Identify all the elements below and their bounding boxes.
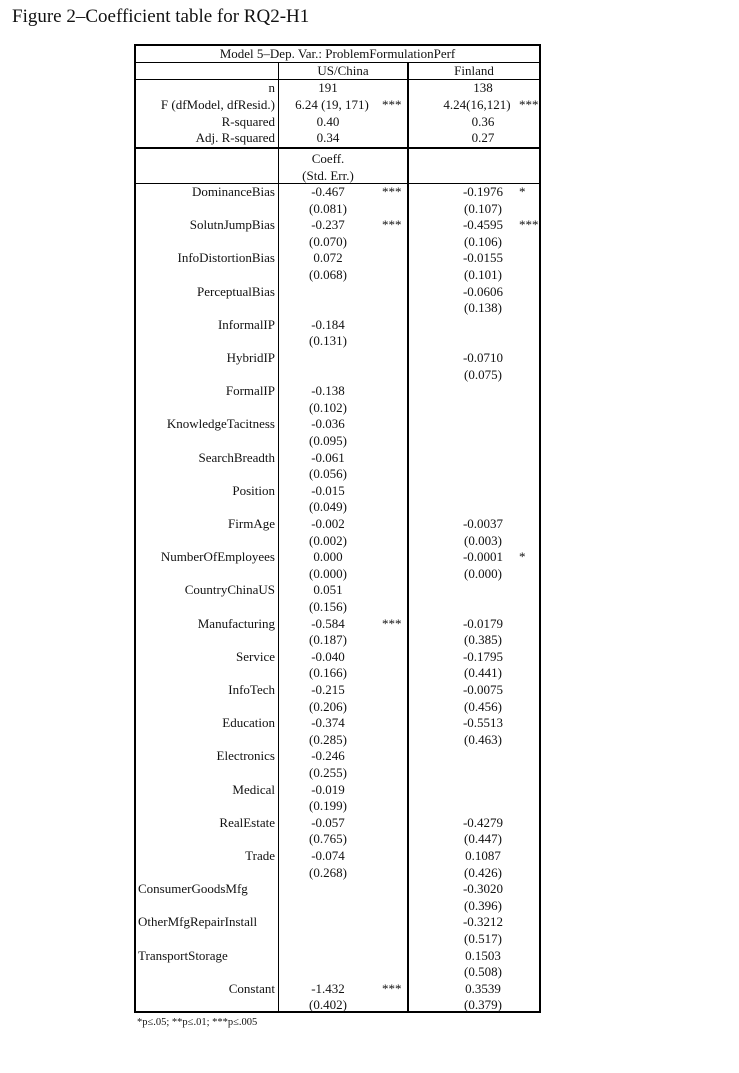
row-label: Constant bbox=[228, 980, 275, 996]
coef-us-china: -0.019 bbox=[311, 781, 345, 797]
row-label: NumberOfEmployees bbox=[160, 549, 275, 565]
coef-finland: -0.3020 bbox=[462, 881, 504, 897]
stderr-us-china: (0.285) bbox=[309, 731, 347, 747]
stat-value-us-china: 0.40 bbox=[316, 114, 340, 129]
stderr-us-china: (0.765) bbox=[309, 831, 347, 847]
stderr-us-china: (0.268) bbox=[309, 864, 347, 880]
coef-finland: 0.3539 bbox=[465, 980, 501, 996]
coef-finland: -0.4279 bbox=[462, 814, 504, 830]
stderr-finland: (0.138) bbox=[464, 300, 502, 316]
coef-finland: 0.1087 bbox=[465, 848, 501, 863]
stderr-us-china: (0.131) bbox=[309, 333, 347, 349]
row-label: Trade bbox=[245, 848, 275, 863]
stat-value-finland: 138 bbox=[473, 80, 493, 95]
stderr-finland: (0.396) bbox=[464, 897, 502, 913]
coef-finland: -0.1976 bbox=[462, 184, 504, 199]
coef-stars-finland: * bbox=[519, 184, 526, 199]
coef-us-china: -0.015 bbox=[311, 482, 345, 498]
column-divider-label bbox=[278, 62, 279, 1011]
stderr-finland: (0.517) bbox=[464, 931, 502, 946]
coef-stars-finland: *** bbox=[519, 217, 539, 233]
row-label: FormalIP bbox=[225, 383, 275, 399]
row-label: Electronics bbox=[216, 748, 275, 764]
stderr-us-china: (0.199) bbox=[309, 798, 347, 814]
row-label: InfoDistortionBias bbox=[177, 250, 275, 266]
coef-us-china: -0.467 bbox=[311, 184, 345, 199]
coef-us-china: -0.040 bbox=[311, 648, 345, 664]
row-label: InfoTech bbox=[228, 682, 275, 697]
stat-value-finland: 0.27 bbox=[471, 130, 495, 145]
figure-title: Figure 2–Coefficient table for RQ2-H1 bbox=[12, 6, 310, 27]
stderr-us-china: (0.255) bbox=[309, 765, 347, 780]
coef-finland: -0.0606 bbox=[462, 283, 504, 299]
coef-finland: -0.1795 bbox=[462, 648, 504, 664]
row-label: DominanceBias bbox=[191, 184, 275, 199]
coef-us-china: 0.072 bbox=[313, 250, 343, 266]
row-label: Manufacturing bbox=[197, 615, 275, 631]
row-label: Medical bbox=[232, 781, 275, 797]
coef-finland: -0.0179 bbox=[462, 615, 504, 631]
stderr-us-china: (0.206) bbox=[309, 698, 347, 714]
row-label: CountryChinaUS bbox=[184, 582, 275, 598]
stat-value-us-china: 0.34 bbox=[316, 130, 340, 145]
stat-label: Adj. R-squared bbox=[195, 130, 275, 145]
stderr-finland: (0.508) bbox=[464, 964, 502, 980]
coef-us-china: -0.374 bbox=[311, 715, 345, 731]
row-label: ConsumerGoodsMfg bbox=[138, 881, 248, 897]
stat-label: F (dfModel, dfResid.) bbox=[160, 97, 275, 112]
coef-finland: -0.0037 bbox=[462, 516, 504, 531]
stderr-us-china: (0.166) bbox=[309, 665, 347, 681]
stats-rule bbox=[136, 147, 539, 149]
stderr-us-china: (0.102) bbox=[309, 399, 347, 415]
column-header-finland: Finland bbox=[454, 63, 494, 78]
coef-header: Coeff. bbox=[311, 151, 345, 166]
row-label: Service bbox=[236, 648, 275, 664]
row-label: SearchBreadth bbox=[198, 449, 275, 465]
coef-us-china: -0.036 bbox=[311, 416, 345, 432]
row-label: HybridIP bbox=[226, 350, 275, 365]
coef-stars-us-china: *** bbox=[382, 615, 402, 631]
stat-value-finland: 0.36 bbox=[471, 114, 495, 129]
stderr-finland: (0.107) bbox=[464, 200, 502, 216]
stderr-finland: (0.463) bbox=[464, 731, 502, 747]
stderr-finland: (0.075) bbox=[464, 366, 502, 382]
stderr-us-china: (0.049) bbox=[309, 499, 347, 515]
row-label: PerceptualBias bbox=[197, 283, 275, 299]
model-header: Model 5–Dep. Var.: ProblemFormulationPerf bbox=[219, 46, 456, 61]
stderr-finland: (0.000) bbox=[464, 565, 502, 581]
coef-finland: -0.0075 bbox=[462, 682, 504, 697]
stderr-us-china: (0.000) bbox=[309, 565, 347, 581]
coef-finland: 0.1503 bbox=[465, 947, 501, 963]
stderr-header: (Std. Err.) bbox=[302, 168, 354, 183]
coef-us-china: -1.432 bbox=[311, 980, 345, 996]
coef-us-china: -0.061 bbox=[311, 449, 345, 465]
stderr-finland: (0.101) bbox=[464, 267, 502, 282]
coef-stars-us-china: *** bbox=[382, 980, 402, 996]
stderr-us-china: (0.095) bbox=[309, 433, 347, 448]
column-divider-country bbox=[407, 62, 409, 1011]
coef-finland: -0.0001 bbox=[462, 549, 504, 565]
stderr-us-china: (0.002) bbox=[309, 532, 347, 548]
row-label: Position bbox=[232, 482, 275, 498]
coef-us-china: -0.237 bbox=[311, 217, 345, 233]
stderr-finland: (0.456) bbox=[464, 698, 502, 714]
stderr-us-china: (0.068) bbox=[309, 267, 347, 282]
column-header-us-china: US/China bbox=[317, 63, 369, 78]
coef-finland: -0.5513 bbox=[462, 715, 504, 731]
stderr-finland: (0.426) bbox=[464, 864, 502, 880]
coef-us-china: -0.215 bbox=[311, 682, 345, 697]
stderr-finland: (0.106) bbox=[464, 233, 502, 249]
stderr-finland: (0.379) bbox=[464, 997, 502, 1013]
stderr-us-china: (0.402) bbox=[309, 997, 347, 1013]
stat-label: R-squared bbox=[221, 114, 275, 129]
row-label: Education bbox=[222, 715, 275, 731]
coefficient-table bbox=[134, 44, 541, 1013]
coef-us-china: -0.057 bbox=[311, 814, 345, 830]
stderr-us-china: (0.187) bbox=[309, 632, 347, 648]
coef-us-china: 0.000 bbox=[313, 549, 343, 565]
stderr-finland: (0.447) bbox=[464, 831, 502, 847]
stat-stars-finland: *** bbox=[519, 97, 539, 112]
coef-us-china: -0.138 bbox=[311, 383, 345, 399]
stat-value-finland: 4.24(16,121) bbox=[443, 97, 511, 112]
coef-us-china: -0.584 bbox=[311, 615, 345, 631]
row-label: InformalIP bbox=[217, 316, 275, 332]
coef-stars-us-china: *** bbox=[382, 217, 402, 233]
row-label: KnowledgeTacitness bbox=[166, 416, 275, 432]
stderr-finland: (0.385) bbox=[464, 632, 502, 648]
coef-finland: -0.0155 bbox=[462, 250, 504, 266]
coef-us-china: 0.051 bbox=[313, 582, 343, 598]
stderr-us-china: (0.156) bbox=[309, 599, 347, 614]
coef-us-china: -0.002 bbox=[311, 516, 345, 531]
coef-us-china: -0.074 bbox=[311, 848, 345, 863]
stderr-finland: (0.003) bbox=[464, 532, 502, 548]
coef-stars-us-china: *** bbox=[382, 184, 402, 199]
coef-finland: -0.3212 bbox=[462, 914, 504, 930]
stderr-us-china: (0.081) bbox=[309, 200, 347, 216]
coef-finland: -0.0710 bbox=[462, 350, 504, 365]
coef-us-china: -0.246 bbox=[311, 748, 345, 764]
row-label: TransportStorage bbox=[138, 947, 228, 963]
stat-label: n bbox=[268, 80, 275, 95]
row-label: FirmAge bbox=[228, 516, 275, 531]
stat-value-us-china: 191 bbox=[318, 80, 338, 95]
row-label: SolutnJumpBias bbox=[189, 217, 275, 233]
row-label: RealEstate bbox=[219, 814, 275, 830]
stat-stars-us-china: *** bbox=[382, 97, 402, 112]
coef-finland: -0.4595 bbox=[462, 217, 504, 233]
stat-value-us-china: 6.24 (19, 171) bbox=[295, 97, 369, 112]
stderr-finland: (0.441) bbox=[464, 665, 502, 681]
stderr-us-china: (0.070) bbox=[309, 233, 347, 249]
stderr-us-china: (0.056) bbox=[309, 466, 347, 482]
coef-stars-finland: * bbox=[519, 549, 526, 565]
significance-footnote: *p≤.05; **p≤.01; ***p≤.005 bbox=[137, 1017, 258, 1028]
row-label: OtherMfgRepairInstall bbox=[138, 914, 258, 930]
coef-us-china: -0.184 bbox=[311, 316, 345, 332]
